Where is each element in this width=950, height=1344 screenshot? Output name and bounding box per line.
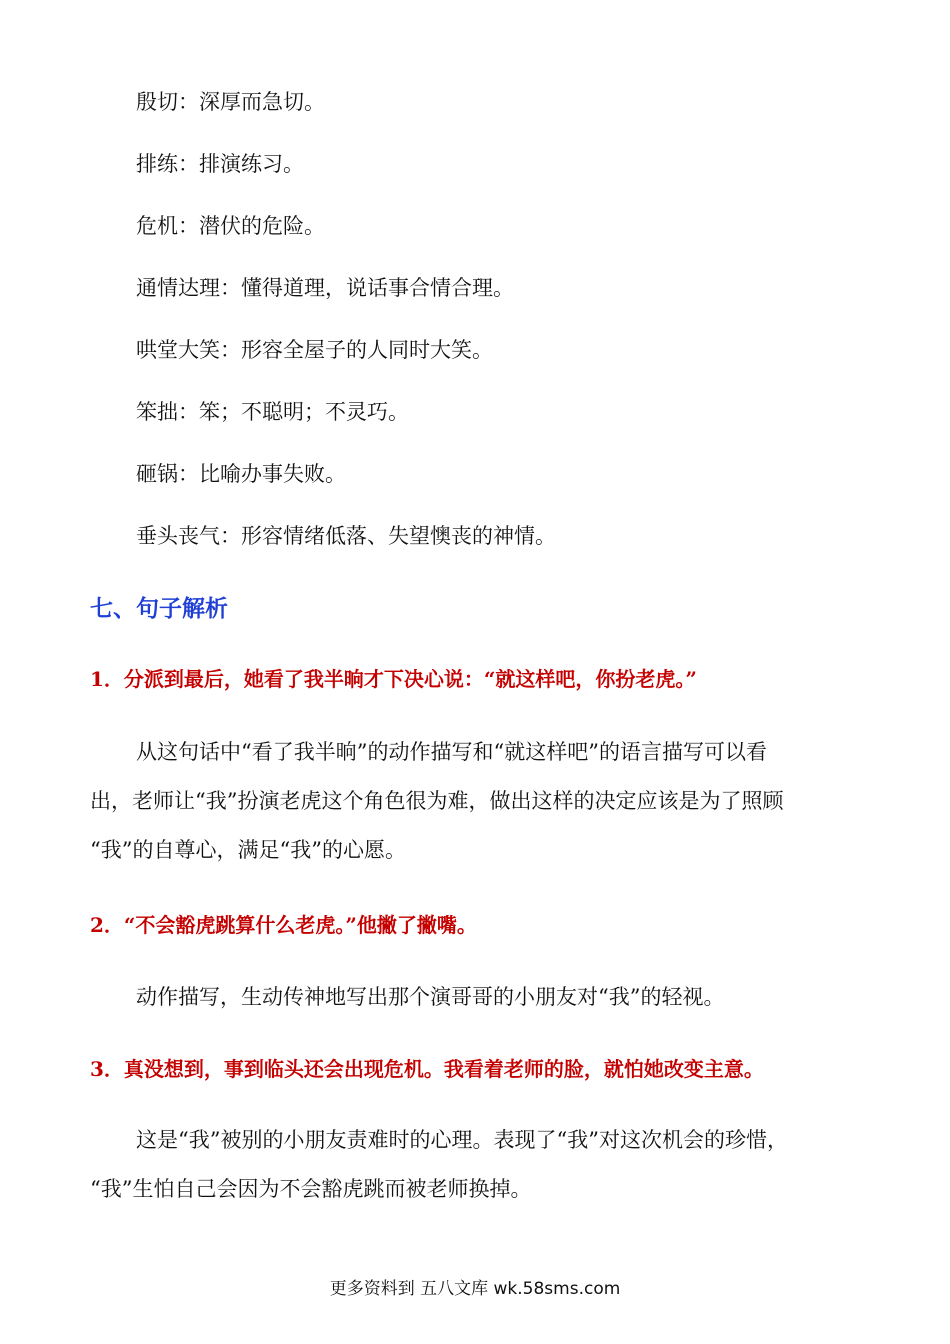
- sentence-analysis: [90, 728, 860, 875]
- vocab-item: 殷切：深厚而急切。: [136, 90, 325, 114]
- vocab-item: 垂头丧气：形容情绪低落、失望懊丧的神情。: [136, 524, 556, 548]
- analysis-line: 这是“我”被别的小朋友责难时的心理。表现了“我”对这次机会的珍惜，: [136, 1128, 788, 1152]
- vocab-item: 危机：潜伏的危险。: [136, 214, 325, 238]
- analysis-line: “我”的自尊心，满足“我”的心愿。: [90, 838, 406, 862]
- analysis-line: 从这句话中“看了我半晌”的动作描写和“就这样吧”的语言描写可以看: [136, 740, 767, 764]
- vocab-item: 笨拙：笨；不聪明；不灵巧。: [136, 400, 409, 424]
- sentence-analysis: [90, 1116, 860, 1214]
- vocab-item: 哄堂大笑：形容全屋子的人同时大笑。: [136, 338, 493, 362]
- analysis-line: 动作描写，生动传神地写出那个演哥哥的小朋友对“我”的轻视。: [136, 985, 725, 1009]
- footer-link[interactable]: 更多资料到 五八文库 wk.58sms.com: [329, 1279, 621, 1299]
- section-title: 七、句子解析: [90, 595, 228, 622]
- sentence-analysis: [90, 973, 860, 1022]
- sentence-heading: 1．分派到最后，她看了我半晌才下决心说：“就这样吧，你扮老虎。”: [90, 667, 697, 691]
- analysis-line: “我”生怕自己会因为不会豁虎跳而被老师换掉。: [90, 1177, 532, 1201]
- vocab-item: 排练：排演练习。: [136, 152, 304, 176]
- analysis-line: 出，老师让“我”扮演老虎这个角色很为难，做出这样的决定应该是为了照顾: [90, 789, 784, 813]
- sentence-heading: 2．“不会豁虎跳算什么老虎。”他撇了撇嘴。: [90, 913, 477, 937]
- vocab-item: 通情达理：懂得道理，说话事合情合理。: [136, 276, 514, 300]
- vocab-item: 砸锅：比喻办事失败。: [136, 462, 346, 486]
- sentence-heading: 3．真没想到，事到临头还会出现危机。我看着老师的脸，就怕她改变主意。: [90, 1057, 764, 1081]
